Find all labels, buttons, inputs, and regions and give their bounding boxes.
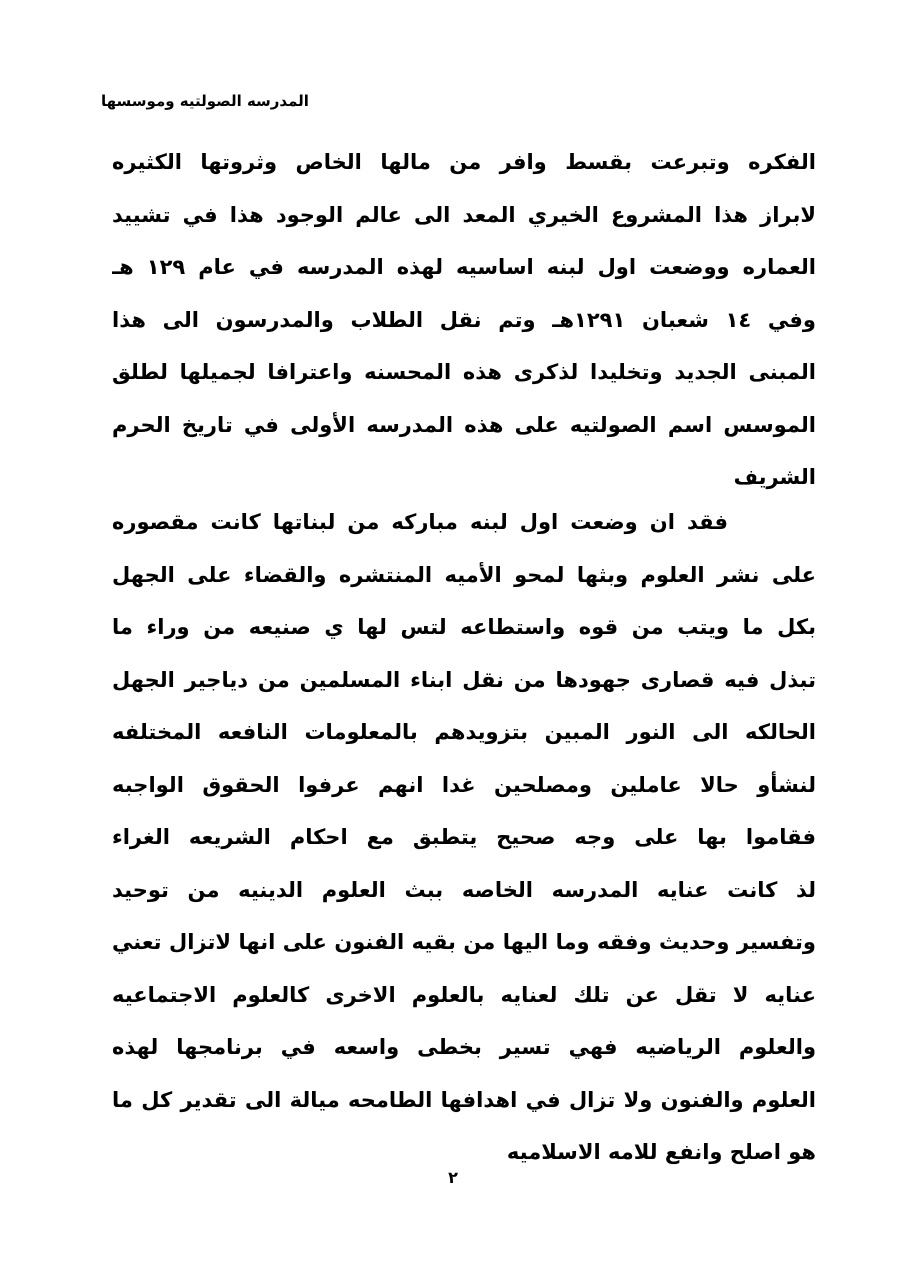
text-line: العلوم والفنون ولا تزال في اهدافها الطامحه ميالة الى تقدير كل ما [112,1087,816,1112]
text-line: الشريف [733,465,816,489]
text-line: تبذل فيه قصارى جهودها من نقل ابناء المسلمين من دياجير الجهل [112,667,816,692]
page-number: ٢ [448,1168,458,1187]
text-line: المبنى الجديد وتخليدا لذكرى هذه المحسنه واعترافا لجميلها لطلق [112,360,816,384]
text-line: العماره ووضعت اول لبنه اساسيه لهذه المدرسه في عام ١٢٩ هـ [112,255,816,279]
text-line: الفكره وتبرعت بقسط وافر من مالها الخاص وثروتها الكثيره [112,150,816,174]
paragraph-2 [112,496,816,1179]
text-line: وتفسير وحديث وفقه وما اليها من بقيه الفنون على انها لاتزال تعني [112,930,816,954]
text-line: وفي ١٤ شعبان ١٢٩١هـ وتم نقل الطلاب والمدرسون الى هذا [112,307,816,332]
text-line: هو اصلح وانفع للامه الاسلاميه [506,1140,816,1164]
text-line: لابراز هذا المشروع الخيري المعد الى عالم الوجود هذا في تشييد [112,202,816,227]
text-line: لنشأو حالا عاملين ومصلحين غدا انهم عرفوا الحقوق الواجبه [112,772,816,797]
text-line: فقد ان وضعت اول لبنه مباركه من لبناتها كانت مقصوره [112,510,728,534]
paragraph-1 [112,136,816,504]
text-line: عنايه لا تقل عن تلك لعنايه بالعلوم الاخرى كالعلوم الاجتماعيه [112,982,816,1007]
text-line: على نشر العلوم وبثها لمحو الأميه المنتشره والقضاء على الجهل [112,562,816,587]
text-line: لذ كانت عنايه المدرسه الخاصه ببث العلوم الدينيه من توحيد [112,877,816,902]
text-line: فقاموا بها على وجه صحيح يتطبق مع احكام الشريعه الغراء [112,825,816,849]
text-line: الموسس اسم الصولتيه على هذه المدرسه الأولى في تاريخ الحرم [112,412,816,437]
page-header: المدرسه الصولتيه وموسسها [101,92,309,110]
text-line: والعلوم الرياضيه فهي تسير بخطى واسعه في برنامجها لهذه [112,1035,816,1059]
text-line: بكل ما ويتب من قوه واستطاعه لتس لها ي صنيعه من وراء ما [112,615,816,639]
text-line: الحالكه الى النور المبين بتزويدهم بالمعلومات النافعه المختلفه [112,720,816,744]
